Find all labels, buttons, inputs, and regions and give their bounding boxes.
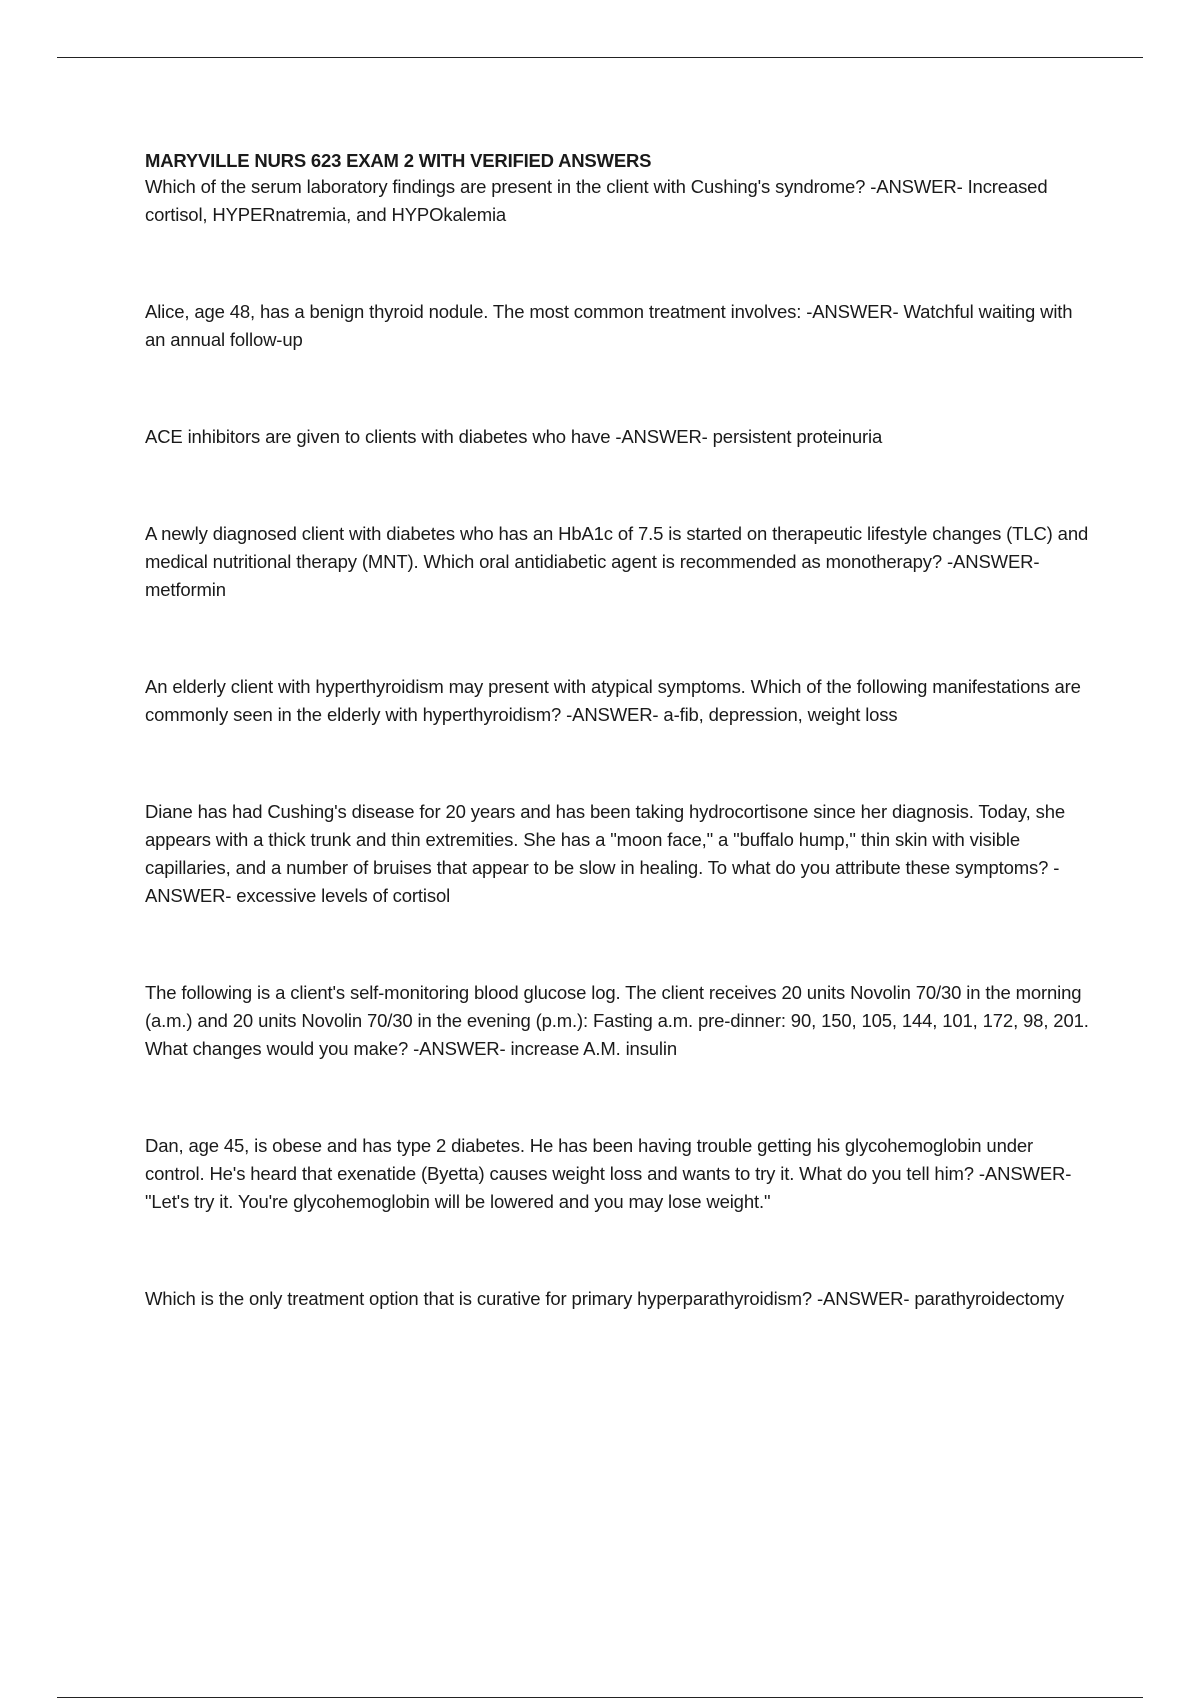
qa-item-8: Dan, age 45, is obese and has type 2 diabetes. He has been having trouble getting his glycohemoglobin under control. He's heard that exenatide (Byetta) causes weight loss and wants to try it. What do you tell him? -ANSWER- "Let's try it. You're glycohemoglobin will be lowered and you may lose weight." <box>145 1135 1072 1212</box>
qa-item-7: The following is a client's self-monitoring blood glucose log. The client receives 20 units Novolin 70/30 in the morning (a.m.) and 20 units Novolin 70/30 in the evening (p.m.): Fasting a.m. pre-dinner: 90, 150, 105, 144, 101, 172, 98, 201. What changes would you make? -ANSWER- increase A.M. insulin <box>145 982 1089 1059</box>
document-title: MARYVILLE NURS 623 EXAM 2 WITH VERIFIED ANSWERS <box>145 150 652 171</box>
qa-item-6: Diane has had Cushing's disease for 20 years and has been taking hydrocortisone since her diagnosis. Today, she appears with a thick trunk and thin extremities. She has a "moon face," a "buffalo hump," thin skin with visible capillaries, and a number of bruises that appear to be slow in healing. To what do you attribute these symptoms? -ANSWER- excessive levels of cortisol <box>145 801 1066 906</box>
qa-item-1: Which of the serum laboratory findings are present in the client with Cushing's syndrome? -ANSWER- Increased cortisol, HYPERnatremia, and HYPOkalemia <box>145 176 1048 225</box>
qa-item-5: An elderly client with hyperthyroidism may present with atypical symptoms. Which of the following manifestations are commonly seen in the elderly with hyperthyroidism? -ANSWER- a-fib, depression, weight loss <box>145 676 1081 725</box>
qa-item-9: Which is the only treatment option that is curative for primary hyperparathyroidism? -ANSWER- parathyroidectomy <box>145 1288 1064 1309</box>
qa-item-4: A newly diagnosed client with diabetes who has an HbA1c of 7.5 is started on therapeutic lifestyle changes (TLC) and medical nutritional therapy (MNT). Which oral antidiabetic agent is recommended as monotherapy? -ANSWER- metformin <box>145 523 1089 600</box>
qa-item-3: ACE inhibitors are given to clients with diabetes who have -ANSWER- persistent proteinuria <box>145 426 883 447</box>
qa-item-2: Alice, age 48, has a benign thyroid nodule. The most common treatment involves: -ANSWER- Watchful waiting with an annual follow-up <box>145 301 1073 350</box>
document-body <box>145 149 1095 1313</box>
top-rule <box>57 57 1143 58</box>
bottom-rule <box>57 1697 1143 1698</box>
